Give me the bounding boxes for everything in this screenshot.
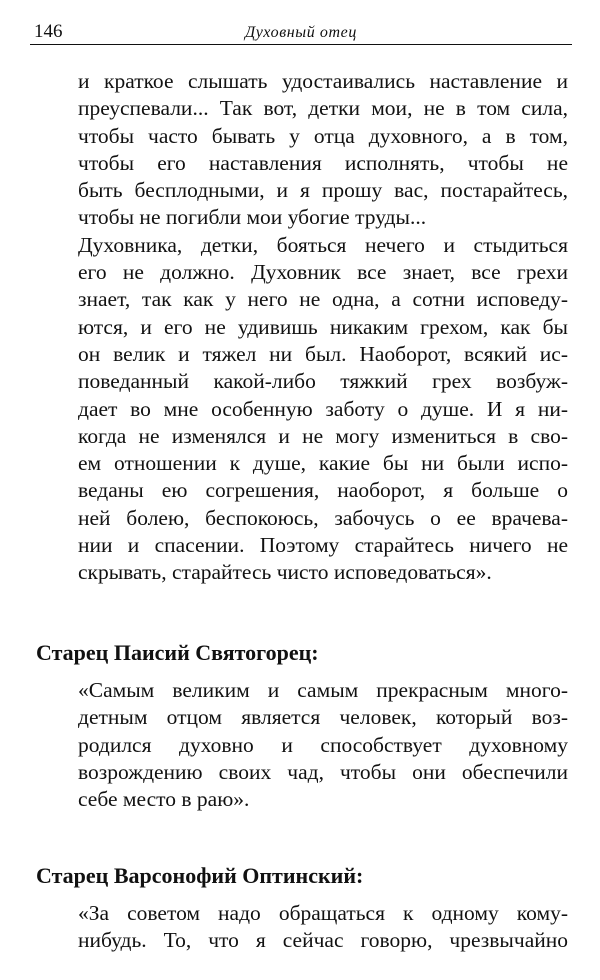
text-line: возрождению своих чад, чтобы они обеспечили <box>78 759 568 784</box>
text-line: дает во мне особенную заботу о душе. И я ни- <box>78 396 568 421</box>
text-line: когда не изменялся и не могу измениться в сво- <box>78 423 568 448</box>
text-line: нибудь. То, что я сейчас говорю, чрезвычайно <box>78 928 568 953</box>
text-line: веданы ею согрешения, наоборот, я больше о <box>78 478 568 503</box>
quote-barsanuphius <box>78 900 568 955</box>
text-line: «Самым великим и самым прекрасным много- <box>78 678 568 702</box>
text-line: родился духовно и способствует духовному <box>78 732 568 757</box>
running-header <box>30 20 572 45</box>
text-line: Духовника, детки, бояться нечего и стыдиться <box>78 232 568 257</box>
text-line: чтобы часто бывать у отца духовного, а в том, <box>78 123 568 148</box>
text-line: скрывать, старайтесь чисто исповедоваться». <box>78 560 492 585</box>
quote-paisios <box>78 677 568 813</box>
text-line: нии и спасении. Поэтому старайтесь ничего не <box>78 533 568 558</box>
quote-continuation <box>78 68 568 587</box>
text-line: он велик и тяжел ни был. Наоборот, всякий ис- <box>78 341 568 366</box>
text-line: «За советом надо обращаться к одному кому- <box>78 901 568 925</box>
text-line: и краткое слышать удостаивались наставление и <box>78 69 568 93</box>
text-line: чтобы не погибли мои убогие труды... <box>78 205 427 230</box>
text-line: быть бесплодными, и я прошу вас, постарайтесь, <box>78 178 568 203</box>
text-line: ются, и его не удивишь никаким грехом, как бы <box>78 314 568 339</box>
section-heading-barsanuphius: Старец Варсонофий Оптинский: <box>36 863 364 888</box>
text-line: ем отношении к душе, какие бы ни были испо- <box>78 451 568 476</box>
text-line: знает, так как у него не одна, а сотни исповеду- <box>78 287 568 312</box>
text-line: поведанный какой-либо тяжкий грех возбуж- <box>78 369 568 394</box>
page-number: 146 <box>34 21 63 42</box>
text-line: себе место в раю». <box>78 787 250 812</box>
text-line: преуспевали... Так вот, детки мои, не в том сила, <box>78 96 568 121</box>
running-title: Духовный отец <box>245 24 357 41</box>
section-heading-paisios: Старец Паисий Святогорец: <box>36 640 319 665</box>
text-line: его не должно. Духовник все знает, все грехи <box>78 260 568 285</box>
text-line: детным отцом является человек, который воз- <box>78 705 568 730</box>
text-line: чтобы его наставления исполнять, чтобы не <box>78 150 568 175</box>
text-line: ней болею, беспокоюсь, забочусь о ее врачева- <box>78 505 568 530</box>
